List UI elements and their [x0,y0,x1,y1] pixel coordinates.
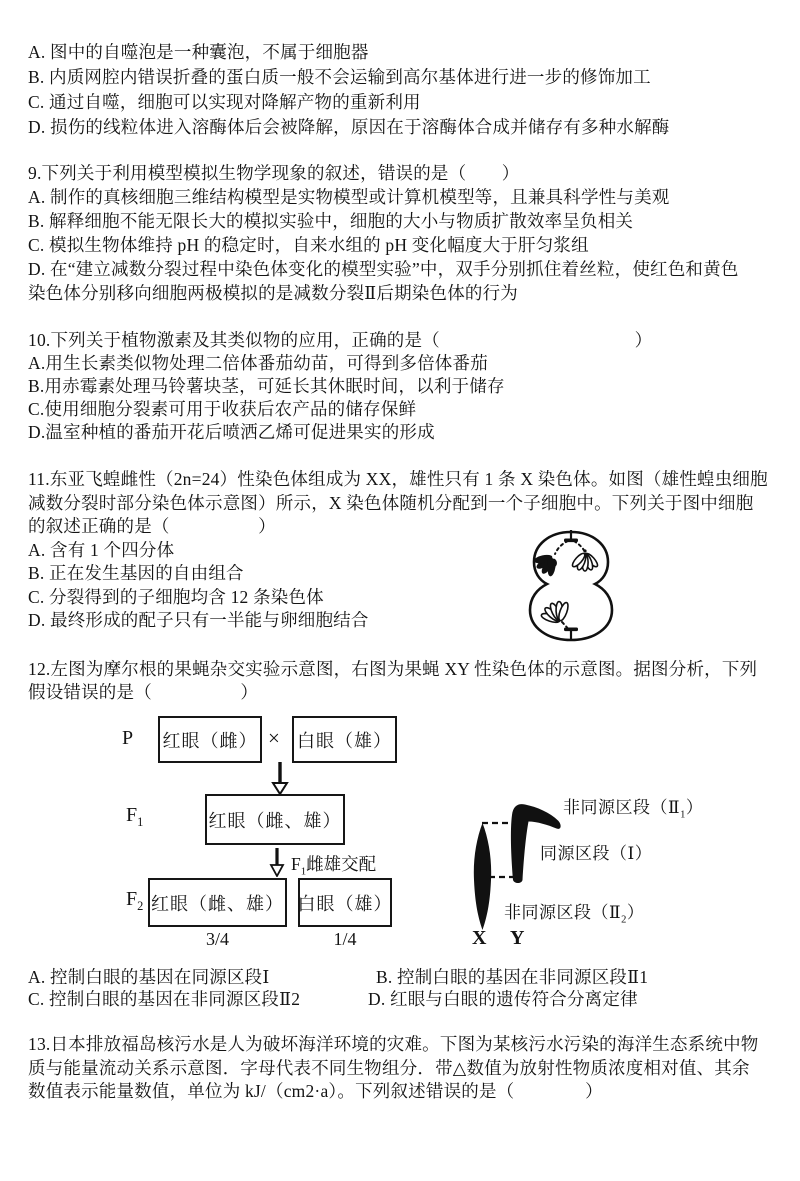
option-text: C. 控制白眼的基因在非同源区段Ⅱ2 [28,989,301,1009]
option-text: D. 在“建立减数分裂过程中染色体变化的模型实验”中，双手分别抓住着丝粒，使红色和黄色 [28,259,739,279]
question-10 [28,329,652,444]
question-8-options [28,40,670,140]
y-chromosome-label: Y [510,927,525,949]
option-text: D.温室种植的番茄开花后喷洒乙烯可促进果实的形成 [28,422,435,442]
f1-mating-note: $F_1$雌雄交配 [291,854,377,878]
f2-red-ratio: 3/4 [205,929,229,949]
question-text: 9.下列关于利用模型模拟生物学现象的叙述，错误的是（ ） [28,163,520,183]
option-text: A. 图中的自噬泡是一种囊泡，不属于细胞器 [28,42,369,62]
x-chromosome-label: X [472,927,487,949]
generation-p-label: P [122,727,134,749]
question-12 [28,658,757,704]
option-text: B. 控制白眼的基因在非同源区段Ⅱ1 [376,967,649,987]
question-text: 11.东亚飞蝗雌性（2n=24）性染色体组成为 XX，雄性只有 1 条 X 染色体。如图（雄性蝗虫细胞 [28,469,768,489]
cross-symbol: × [268,726,280,750]
question-12-options-row-2 [28,988,638,1010]
option-text: B.用赤霉素处理马铃薯块茎，可延长其休眠时间，以利于储存 [28,376,505,396]
f1-offspring-box: 红眼（雌、雄） [205,794,345,845]
question-9 [28,161,739,305]
generation-f1-label: $F_1$ [126,804,144,829]
spindle-pole-bottom [564,628,578,641]
option-text: D. 红眼与白眼的遗传符合分离定律 [368,989,638,1009]
option-text: C. 通过自噬，细胞可以实现对降解产物的重新利用 [28,92,421,112]
option-text: A. 含有 1 个四分体 [28,539,175,560]
f2-white-box: 白眼（雄） [298,878,392,927]
cell-membrane [530,532,612,640]
question-text: 减数分裂时部分染色体示意图）所示，X 染色体随机分配到一个子细胞中。下列关于图中细胞 [28,492,754,513]
option-text: D. 最终形成的配子只有一半能与卵细胞结合 [28,610,369,630]
meiosis-cell-figure [524,526,620,644]
question-text: 质与能量流动关系示意图．字母代表不同生物组分．带△数值为放射性物质浓度相对值、其余 [28,1057,750,1078]
p-male-box: 白眼（雄） [292,716,397,763]
option-text: A. 控制白眼的基因在同源区段Ⅰ [28,967,270,987]
chromosome-outline-bottom [540,601,569,624]
option-text: B. 正在发生基因的自由组合 [28,563,244,583]
f2-white-ratio: 1/4 [333,929,357,949]
chromosome-outline-top [571,549,600,571]
question-13 [28,1033,758,1104]
homologous-region-label: 同源区段（Ⅰ） [540,844,653,863]
question-text: 13.日本排放福岛核污水是人为破坏海洋环境的灾难。下图为某核污水污染的海洋生态系统中物 [28,1034,759,1054]
p-female-box: 红眼（雌） [158,716,262,763]
question-text: 12.左图为摩尔根的果蝇杂交实验示意图，右图为果蝇 XY 性染色体的示意图。据图分析，下列 [28,659,758,679]
option-text: D. 损伤的线粒体进入溶酶体后会被降解，原因在于溶酶体合成并储存有多种水解酶 [28,117,670,137]
question-12-options-row-1 [28,966,648,988]
generation-f2-label: $F_2$ [126,888,144,913]
option-text: A. 制作的真核细胞三维结构模型是实物模型或计算机模型等，且兼具科学性与美观 [28,187,670,207]
down-arrow-icon [266,848,290,877]
option-text: A.用生长素类似物处理二倍体番茄幼苗，可得到多倍体番茄 [28,353,488,373]
option-text: 染色体分别移向细胞两极模拟的是减数分裂Ⅱ后期染色体的行为 [28,283,518,303]
f2-red-box: 红眼（雌、雄） [148,878,287,927]
question-text: 10.下列关于植物激素及其类似物的应用，正确的是（ ） [28,330,653,350]
option-text: C. 分裂得到的子细胞均含 12 条染色体 [28,586,324,607]
option-text: C. 模拟生物体维持 pH 的稳定时，自来水组的 pH 变化幅度大于肝匀浆组 [28,235,589,255]
option-text: B. 内质网腔内错误折叠的蛋白质一般不会运输到高尔基体进行进一步的修饰加工 [28,67,651,87]
option-text: C.使用细胞分裂素可用于收获后农产品的储存保鲜 [28,399,417,419]
question-text: 假设错误的是（ ） [28,682,259,702]
question-text: 数值表示能量数值，单位为 kJ/（cm2·a）。下列叙述错误的是（ ） [28,1081,603,1101]
x-chromosome [474,823,491,930]
option-text: B. 解释细胞不能无限长大的模拟实验中，细胞的大小与物质扩散效率呈负相关 [28,211,634,231]
nonhomologous-region-1-label: 非同源区段$(Ⅱ_1)$ [563,798,704,821]
nonhomologous-region-2-label: 非同源区段$(Ⅱ_2)$ [504,903,645,926]
question-11 [28,468,768,633]
down-arrow-icon [269,762,293,795]
question-text: 的叙述正确的是（ ） [28,516,276,536]
